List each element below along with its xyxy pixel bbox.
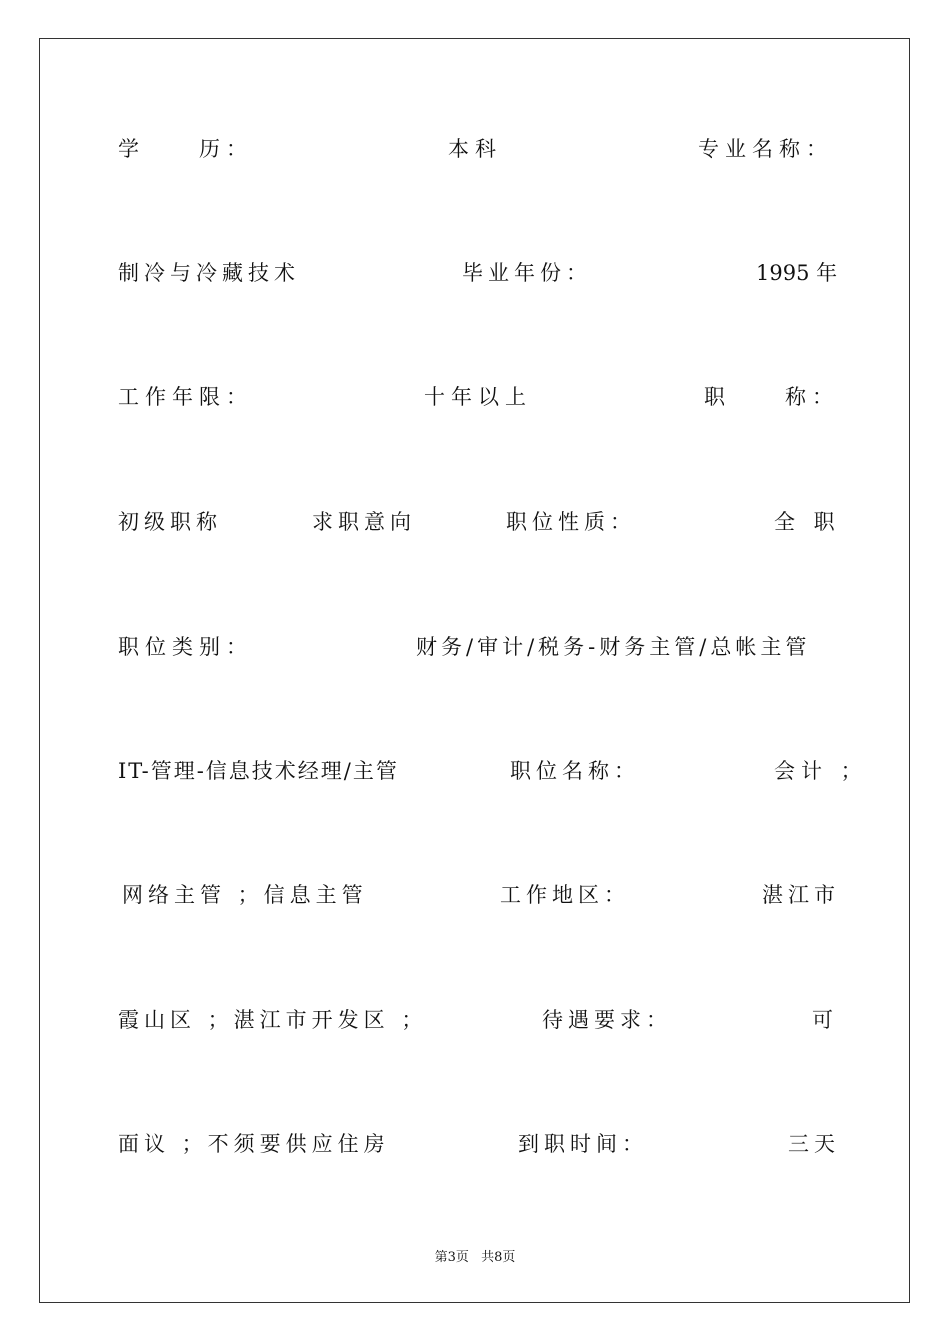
line-work-years [118,380,838,414]
graduation-year-value: 1995 年 [756,261,838,285]
job-nature-value: 全 职 [774,510,841,534]
line-major [118,256,838,290]
education-label: 学 历： [118,137,253,161]
salary-value: 可 [812,1008,833,1032]
job-name-label: 职位名称： [510,759,640,783]
education-value: 本科 [448,137,502,161]
title-label: 职 称： [704,385,839,409]
line-job-nature [118,505,841,539]
line-job-category [118,630,838,664]
line-salary [118,1003,838,1037]
work-years-label: 工作年限： [118,385,253,409]
job-intention-heading: 求职意向 [312,510,416,534]
line-education [118,132,838,166]
work-years-value: 十年以上 [424,385,532,409]
job-category-label: 职位类别： [118,635,253,659]
job-name-value: 会计 ； [774,759,868,783]
major-label: 专业名称： [698,137,833,161]
start-time-value: 三天 [788,1132,840,1156]
graduation-year-label: 毕业年份： [462,261,592,285]
line-work-area [118,878,838,912]
salary-value-cont: 面议 ；不须要供应住房 [118,1132,390,1156]
job-category-value: 财务/审计/税务-财务主管/总帐主管 [416,635,811,659]
major-value: 制冷与冷藏技术 [118,261,300,285]
page-frame [39,38,910,1303]
page-footer [0,1246,950,1265]
line-job-name [118,754,868,788]
work-area-label: 工作地区： [500,883,630,907]
start-time-label: 到职时间： [518,1132,648,1156]
work-area-value: 湛江市 [762,883,840,907]
salary-label: 待遇要求： [542,1008,672,1032]
page-number: 第3页 [434,1250,469,1265]
job-name-value-cont: 网络主管 ；信息主管 [122,883,368,907]
line-start-time [118,1127,838,1161]
job-category-value-cont: IT-管理-信息技术经理/主管 [118,759,399,783]
work-area-value-cont: 霞山区 ；湛江市开发区 ； [118,1008,428,1032]
page-total: 共8页 [481,1250,516,1265]
title-value: 初级职称 [118,510,222,534]
job-nature-label: 职位性质： [506,510,636,534]
